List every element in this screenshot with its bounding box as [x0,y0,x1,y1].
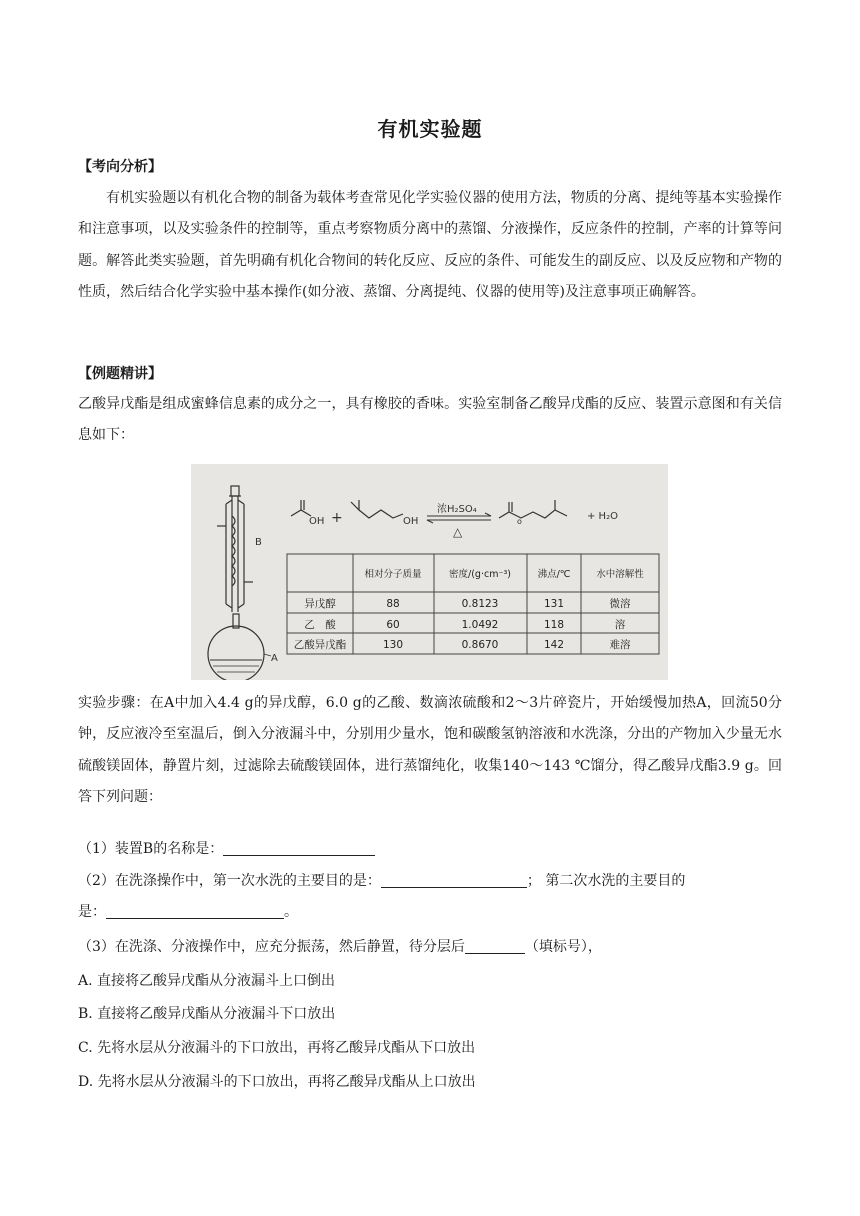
question-2-text-c: 是： [78,904,106,920]
table-cell: 0.8670 [461,639,499,651]
question-3 [78,936,602,956]
question-3-text-a: （3）在洗涤、分液操作中，应充分振荡，然后静置，待分层后 [78,939,465,955]
table-header-cell: 沸点/℃ [537,569,571,580]
ester-oxygen: o [517,517,522,526]
table-cell: 乙 酸 [304,619,336,631]
table-cell: 难溶 [609,639,631,651]
question-2-text-b: ； 第二次水洗的主要目的 [526,873,686,889]
question-1-text: （1）装置B的名称是： [78,841,224,857]
question-3-blank[interactable] [465,939,525,954]
figure-svg [191,464,668,680]
table-cell: 88 [386,598,400,610]
question-3-text-b: （填标号）， [524,939,602,955]
oh-label-1: OH [309,516,325,527]
table-cell: 130 [382,639,404,651]
heat-symbol: △ [453,525,463,539]
question-2-line-1 [78,870,685,890]
option-d[interactable]: D. 先将水层从分液漏斗的下口放出，再将乙酸异戊酯从上口放出 [78,1074,476,1090]
label-a: A [271,653,278,664]
plus-sign: + [331,510,343,526]
question-2-blank-1[interactable] [381,873,527,888]
table-header-cell: 相对分子质量 [364,569,422,580]
experiment-steps: 实验步骤：在A中加入4.4 g的异戊醇，6.0 g的乙酸、数滴浓硫酸和2～3片碎瓷片，开始缓慢加热A，回流50分钟，反应液冷至室温后，倒入分液漏斗中，分别用少量水，饱和碳酸氢钠溶液和水洗涤，分出的产物加入少量无水硫酸镁固体，静置片刻，过滤除去硫酸镁固体，进行蒸馏纯化，收集140～143 ℃馏分，得乙酸异戊酯3.9 g。回答下列问题： [78,695,782,806]
question-1-blank[interactable] [223,841,375,856]
option-b[interactable]: B. 直接将乙酸异戊酯从分液漏斗下口放出 [78,1006,336,1022]
table-cell: 131 [543,598,565,610]
table-cell: 60 [386,619,400,631]
table-cell: 142 [543,639,565,651]
analysis-heading: 【考向分析】 [78,159,162,175]
analysis-paragraph: 有机实验题以有机化合物的制备为载体考查常见化学实验仪器的使用方法，物质的分离、提纯等基本实验操作和注意事项，以及实验条件的控制等，重点考察物质分离中的蒸馏、分液操作，反应条件的控制，产率的计算等问题。解答此类实验题，首先明确有机化合物间的转化反应、反应的条件、可能发生的副反应、以及反应物和产物的性质，然后结合化学实验中基本操作(如分液、蒸馏、分离提纯、仪器的使用等)及注意事项正确解答。 [78,190,782,301]
example-heading: 【例题精讲】 [78,366,162,382]
option-c[interactable]: C. 先将水层从分液漏斗的下口放出，再将乙酸异戊酯从下口放出 [78,1040,476,1056]
question-2-text-a: （2）在洗涤操作中，第一次水洗的主要目的是： [78,873,381,889]
table-cell: 溶 [614,619,626,631]
table-cell: 118 [543,619,565,631]
option-a[interactable]: A. 直接将乙酸异戊酯从分液漏斗上口倒出 [78,973,336,989]
question-2-line-2 [78,901,298,921]
reaction-condition: 浓H₂SO₄ [437,504,477,515]
page-title: 有机实验题 [377,117,483,141]
question-1 [78,838,375,858]
apparatus-drawing [208,486,271,680]
acetic-acid-structure [291,500,311,516]
table-cell: 乙酸异戊酯 [293,639,347,651]
table-header-cell: 密度/(g·cm⁻³) [449,569,511,580]
experiment-figure [191,464,668,680]
table-cell: 微溶 [609,598,631,610]
data-table [294,568,644,651]
isoamyl-alcohol-structure [351,500,403,518]
table-cell: 异戊醇 [304,598,336,610]
label-b: B [255,537,262,548]
table-cell: 1.0492 [461,619,499,631]
oh-label-2: OH [403,516,419,527]
ester-structure [499,500,567,518]
product-water: + H₂O [587,511,618,522]
question-2-end: 。 [284,904,298,920]
table-header-cell: 水中溶解性 [596,569,644,580]
table-cell: 0.8123 [461,598,499,610]
example-intro: 乙酸异戊酯是组成蜜蜂信息素的成分之一，具有橡胶的香味。实验室制备乙酸异戊酯的反应、装置示意图和有关信息如下： [78,396,782,444]
question-2-blank-2[interactable] [106,904,284,919]
